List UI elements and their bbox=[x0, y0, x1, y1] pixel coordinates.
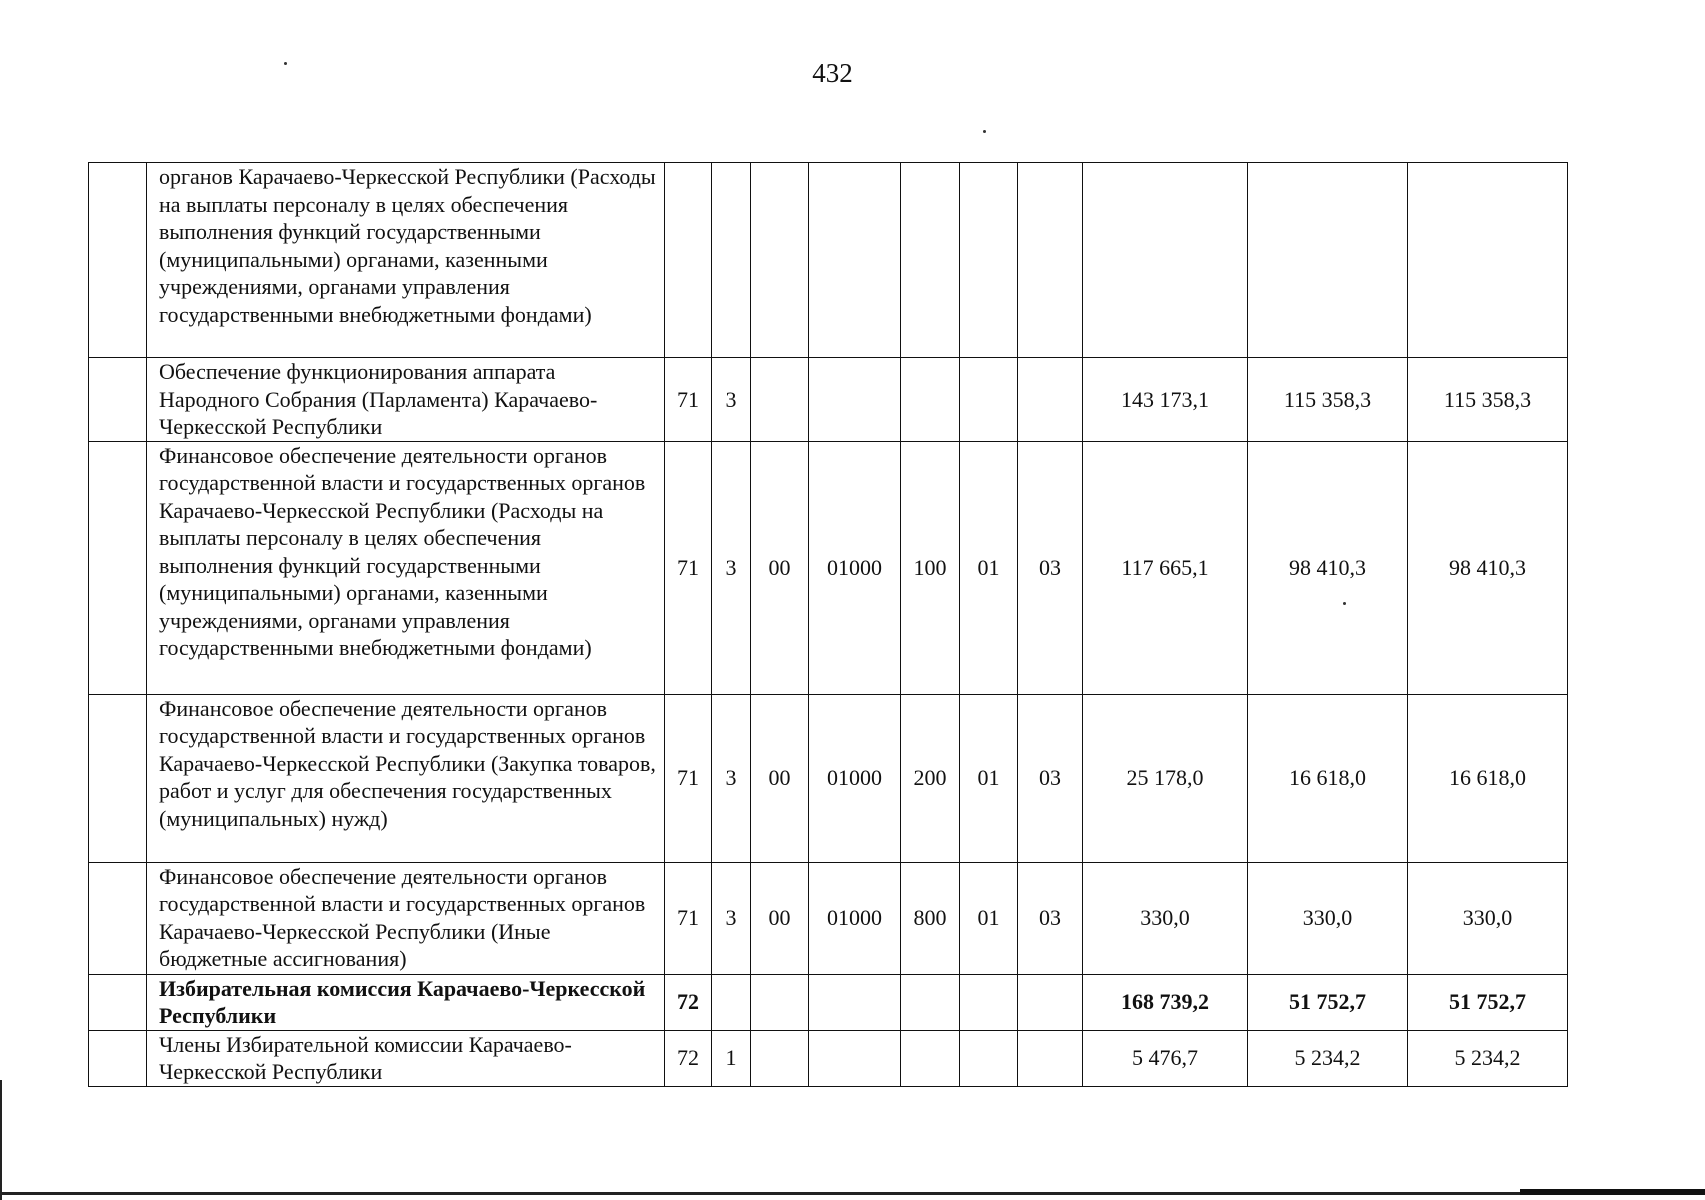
code-cell bbox=[901, 163, 960, 358]
code-cell bbox=[901, 358, 960, 442]
amount-cell: 117 665,1 bbox=[1083, 441, 1248, 694]
code-cell: 01 bbox=[960, 694, 1018, 862]
code-cell: 03 bbox=[1018, 441, 1083, 694]
amount-cell: 168 739,2 bbox=[1083, 974, 1248, 1030]
scan-left-edge bbox=[0, 1080, 2, 1200]
code-cell bbox=[751, 974, 809, 1030]
code-cell: 03 bbox=[1018, 862, 1083, 974]
code-cell bbox=[809, 1030, 901, 1086]
amount-cell: 16 618,0 bbox=[1408, 694, 1568, 862]
row-number-cell bbox=[89, 974, 147, 1030]
scan-bottom-edge-thick bbox=[1520, 1189, 1705, 1195]
code-cell bbox=[751, 1030, 809, 1086]
code-cell bbox=[1018, 163, 1083, 358]
code-cell: 71 bbox=[665, 358, 712, 442]
row-number-cell bbox=[89, 694, 147, 862]
code-cell: 72 bbox=[665, 1030, 712, 1086]
code-cell: 3 bbox=[712, 358, 751, 442]
table-body bbox=[89, 163, 1568, 1087]
code-cell bbox=[809, 163, 901, 358]
description-cell: Финансовое обеспечение деятельности органов государственной власти и государственных органов Карачаево-Черкесской Республики (Закупка товаров, работ и услуг для обеспечения государственных (муниципальных) нужд) bbox=[147, 694, 665, 862]
amount-cell: 16 618,0 bbox=[1248, 694, 1408, 862]
amount-cell: 51 752,7 bbox=[1408, 974, 1568, 1030]
code-cell: 01 bbox=[960, 862, 1018, 974]
amount-cell: 25 178,0 bbox=[1083, 694, 1248, 862]
amount-cell: 98 410,3 bbox=[1408, 441, 1568, 694]
code-cell bbox=[712, 974, 751, 1030]
page-number: 432 bbox=[812, 58, 853, 88]
amount-cell: 5 234,2 bbox=[1408, 1030, 1568, 1086]
code-cell: 71 bbox=[665, 694, 712, 862]
code-cell: 71 bbox=[665, 441, 712, 694]
amount-cell: 5 234,2 bbox=[1248, 1030, 1408, 1086]
code-cell: 800 bbox=[901, 862, 960, 974]
description-cell: Финансовое обеспечение деятельности органов государственной власти и государственных органов Карачаево-Черкесской Республики (Иные бюджетные ассигнования) bbox=[147, 862, 665, 974]
amount-cell: 115 358,3 bbox=[1408, 358, 1568, 442]
table-row bbox=[89, 1030, 1568, 1086]
amount-cell bbox=[1083, 163, 1248, 358]
code-cell: 01000 bbox=[809, 862, 901, 974]
table-row bbox=[89, 163, 1568, 358]
table-row bbox=[89, 358, 1568, 442]
amount-cell bbox=[1248, 163, 1408, 358]
amount-cell: 115 358,3 bbox=[1248, 358, 1408, 442]
code-cell: 3 bbox=[712, 694, 751, 862]
code-cell bbox=[1018, 974, 1083, 1030]
table-row bbox=[89, 862, 1568, 974]
code-cell: 3 bbox=[712, 862, 751, 974]
amount-cell: 51 752,7 bbox=[1248, 974, 1408, 1030]
code-cell bbox=[960, 1030, 1018, 1086]
amount-cell: 98 410,3 bbox=[1248, 441, 1408, 694]
code-cell: 03 bbox=[1018, 694, 1083, 862]
amount-cell: 330,0 bbox=[1408, 862, 1568, 974]
table-row bbox=[89, 974, 1568, 1030]
row-number-cell bbox=[89, 1030, 147, 1086]
amount-cell: 143 173,1 bbox=[1083, 358, 1248, 442]
budget-table bbox=[88, 162, 1568, 1087]
code-cell: 00 bbox=[751, 441, 809, 694]
row-number-cell bbox=[89, 441, 147, 694]
row-number-cell bbox=[89, 862, 147, 974]
code-cell bbox=[809, 358, 901, 442]
code-cell bbox=[1018, 1030, 1083, 1086]
scan-speck bbox=[1343, 602, 1346, 605]
scan-speck bbox=[284, 62, 287, 65]
description-cell: Финансовое обеспечение деятельности органов государственной власти и государственных органов Карачаево-Черкесской Республики (Расходы на выплаты персоналу в целях обеспечения выполнения функций государственными (муниципальными) органами, казенными учреждениями, органами управления государственными внебюджетными фондами) bbox=[147, 441, 665, 694]
description-cell: Члены Избирательной комиссии Карачаево-Черкесской Республики bbox=[147, 1030, 665, 1086]
table-row bbox=[89, 694, 1568, 862]
code-cell bbox=[960, 974, 1018, 1030]
code-cell: 00 bbox=[751, 694, 809, 862]
scan-bottom-edge bbox=[0, 1192, 1705, 1195]
code-cell bbox=[751, 358, 809, 442]
code-cell bbox=[960, 358, 1018, 442]
code-cell: 71 bbox=[665, 862, 712, 974]
code-cell: 00 bbox=[751, 862, 809, 974]
row-number-cell bbox=[89, 163, 147, 358]
description-cell: Избирательная комиссия Карачаево-Черкесской Республики bbox=[147, 974, 665, 1030]
code-cell bbox=[1018, 358, 1083, 442]
code-cell: 1 bbox=[712, 1030, 751, 1086]
code-cell bbox=[712, 163, 751, 358]
code-cell: 100 bbox=[901, 441, 960, 694]
code-cell bbox=[751, 163, 809, 358]
code-cell bbox=[901, 974, 960, 1030]
table-row bbox=[89, 441, 1568, 694]
description-cell: Обеспечение функционирования аппарата Народного Собрания (Парламента) Карачаево-Черкесской Республики bbox=[147, 358, 665, 442]
amount-cell: 330,0 bbox=[1083, 862, 1248, 974]
code-cell bbox=[809, 974, 901, 1030]
row-number-cell bbox=[89, 358, 147, 442]
code-cell bbox=[665, 163, 712, 358]
code-cell: 01000 bbox=[809, 694, 901, 862]
code-cell: 01000 bbox=[809, 441, 901, 694]
amount-cell: 330,0 bbox=[1248, 862, 1408, 974]
code-cell bbox=[901, 1030, 960, 1086]
code-cell: 72 bbox=[665, 974, 712, 1030]
code-cell: 3 bbox=[712, 441, 751, 694]
code-cell bbox=[960, 163, 1018, 358]
scan-speck bbox=[983, 130, 986, 133]
amount-cell bbox=[1408, 163, 1568, 358]
code-cell: 200 bbox=[901, 694, 960, 862]
code-cell: 01 bbox=[960, 441, 1018, 694]
amount-cell: 5 476,7 bbox=[1083, 1030, 1248, 1086]
description-cell: органов Карачаево-Черкесской Республики (Расходы на выплаты персоналу в целях обеспечения выполнения функций государственными (муниципальными) органами, казенными учреждениями, органами управления государственными внебюджетными фондами) bbox=[147, 163, 665, 358]
